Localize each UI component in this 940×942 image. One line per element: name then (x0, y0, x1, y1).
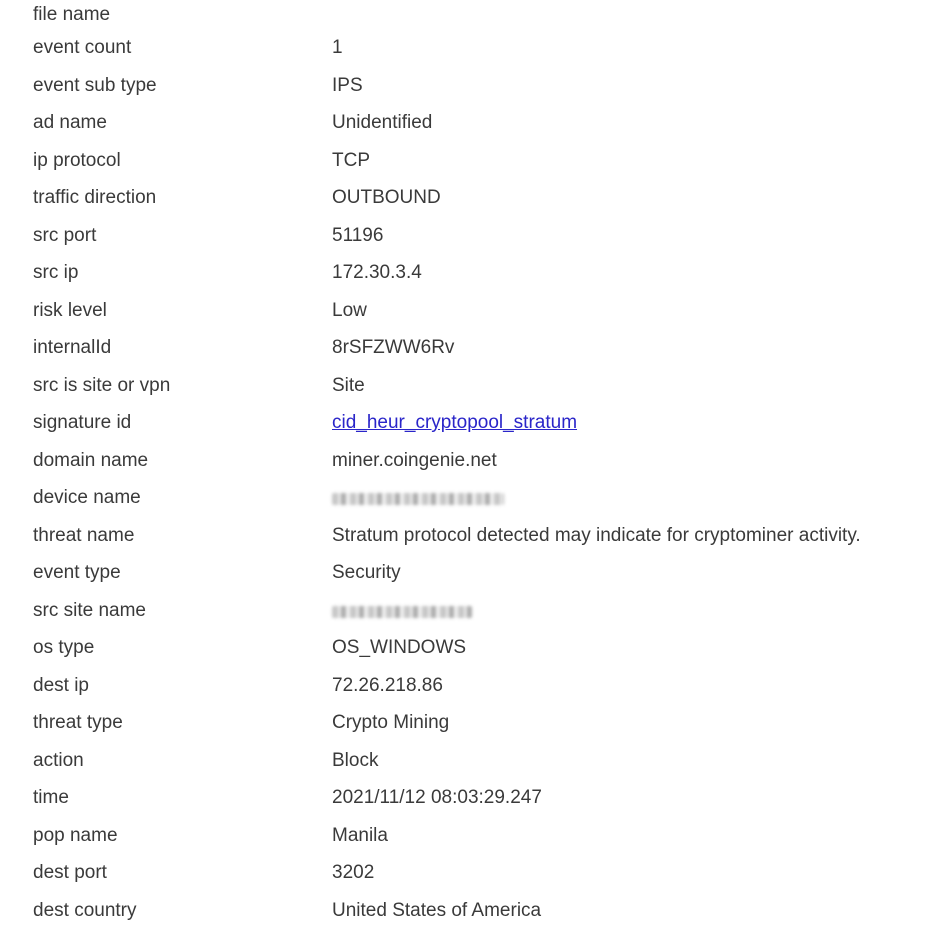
field-row-event-type (0, 558, 940, 596)
field-row-event-count (0, 33, 940, 71)
field-label: event type (33, 562, 121, 583)
field-label: event sub type (33, 74, 157, 96)
field-row-time (0, 783, 940, 821)
field-label: risk level (33, 299, 107, 321)
field-label: domain name (33, 449, 149, 471)
field-value: Manila (332, 824, 388, 846)
field-row-dest-country (0, 896, 940, 934)
field-row-dest-port (0, 858, 940, 896)
field-label: internalId (33, 337, 112, 358)
field-value: Unidentified (332, 112, 433, 133)
field-label: threat type (33, 712, 123, 733)
field-value: Block (332, 749, 379, 771)
field-label: signature id (33, 412, 132, 433)
field-row-device-name (0, 483, 940, 521)
field-row-internal-id (0, 333, 940, 371)
field-label: event count (33, 37, 132, 58)
field-row-action (0, 746, 940, 784)
signature-id-link[interactable]: cid_heur_cryptopool_stratum (332, 412, 578, 433)
field-value: Low (332, 299, 367, 321)
field-value: Security (332, 562, 401, 583)
field-label: traffic direction (33, 187, 157, 208)
field-label: threat name (33, 524, 135, 546)
field-value: Site (332, 374, 365, 396)
field-label: ip protocol (33, 149, 121, 171)
field-row-risk-level (0, 296, 940, 334)
field-value: United States of America (332, 899, 542, 921)
field-label: src port (33, 224, 97, 246)
field-value: 1 (332, 37, 343, 58)
redacted-src-site-name (332, 606, 472, 618)
field-row-ad-name (0, 108, 940, 146)
field-row-threat-name (0, 521, 940, 559)
field-row-traffic-direction (0, 183, 940, 221)
field-row-src-is-site-or-vpn (0, 371, 940, 409)
field-row-ip-protocol (0, 146, 940, 184)
field-value: IPS (332, 74, 363, 96)
field-label: time (33, 787, 69, 808)
field-value: 8rSFZWW6Rv (332, 337, 455, 358)
field-label: file name (33, 4, 111, 25)
field-row-src-site-name (0, 596, 940, 634)
field-row-pop-name (0, 821, 940, 859)
field-label: src is site or vpn (33, 374, 171, 396)
field-row-os-type (0, 633, 940, 671)
field-label: dest port (33, 862, 107, 883)
field-label: os type (33, 637, 95, 658)
field-label: action (33, 749, 84, 771)
field-label: device name (33, 487, 141, 508)
field-value: 2021/11/12 08:03:29.247 (332, 787, 542, 808)
field-value: Crypto Mining (332, 712, 450, 733)
field-value: miner.coingenie.net (332, 449, 497, 471)
field-label: src site name (33, 599, 146, 621)
field-row-src-port (0, 221, 940, 259)
field-label: dest ip (33, 674, 89, 696)
field-value: 51196 (332, 224, 384, 246)
field-value: Stratum protocol detected may indicate for cryptominer activity. (332, 524, 861, 546)
field-label: pop name (33, 824, 118, 846)
field-value: 172.30.3.4 (332, 262, 422, 283)
field-row-threat-type (0, 708, 940, 746)
field-value: 72.26.218.86 (332, 674, 443, 696)
field-value: OUTBOUND (332, 187, 441, 208)
field-row-domain-name (0, 446, 940, 484)
field-value: 3202 (332, 862, 375, 883)
field-row-signature-id (0, 408, 940, 446)
field-value: TCP (332, 149, 370, 171)
field-row-src-ip (0, 258, 940, 296)
field-value: OS_WINDOWS (332, 637, 467, 658)
field-row-dest-ip (0, 671, 940, 709)
field-row-event-sub-type (0, 71, 940, 109)
field-label: dest country (33, 899, 137, 921)
field-label: ad name (33, 112, 107, 133)
field-label: src ip (33, 262, 79, 283)
field-row-file-name (0, 0, 940, 33)
redacted-device-name (332, 493, 504, 505)
